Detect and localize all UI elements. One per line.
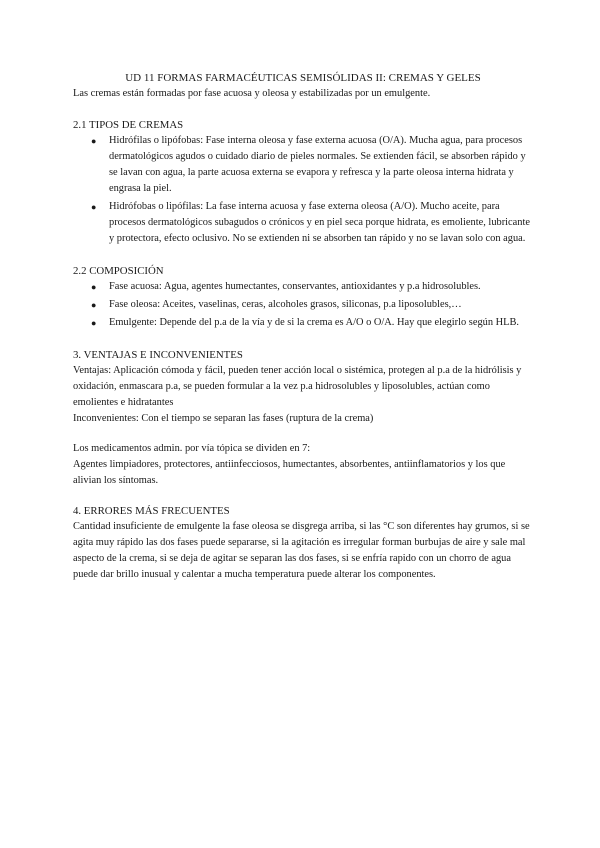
errores-paragraph: Cantidad insuficiente de emulgente la fase oleosa se disgrega arriba, si las °C son diferentes hay grumos, si se agita muy rápido las dos fases puede separarse, si la agitación es irregular forman burbujas de aire y sale mal aspecto de la crema, si se deja de agitar se separan las dos fases, si se enfría rapido con un chorro de agua puede dar brillo inusual y calentar a mucha temperatura puede alterar los componentes. (73, 521, 530, 580)
intro-paragraph: Las cremas están formadas por fase acuosa y oleosa y estabilizadas por un emulgente. (73, 88, 431, 99)
list-item-text: Fase acuosa: Agua, agentes humectantes, conservantes, antioxidantes y p.a hidrosolubles. (109, 281, 481, 292)
tipos-list (73, 133, 533, 247)
medicamentos-intro: Los medicamentos admin. por vía tópica se dividen en 7: (73, 443, 311, 454)
bullet-icon: ● (91, 300, 97, 310)
list-item-text: Fase oleosa: Aceites, vaselinas, ceras, alcoholes grasos, siliconas, p.a liposolubles,… (109, 299, 462, 310)
bullet-icon: ● (91, 318, 97, 328)
list-item (91, 133, 533, 197)
list-item (91, 199, 533, 247)
list-item (91, 297, 533, 313)
section-heading-composicion: 2.2 COMPOSICIÓN (73, 265, 164, 277)
ventajas-paragraph: Ventajas: Aplicación cómoda y fácil, pueden tener acción local o sistémica, protegen al p.a de la hidrólisis y oxidación, enmascara p.a, se pueden formular a la vez p.a hidrosolubles y liposolubles, actúan como emolientes e hidratantes (73, 365, 522, 408)
document-title: UD 11 FORMAS FARMACÉUTICAS SEMISÓLIDAS II: CREMAS Y GELES (125, 72, 481, 84)
section-heading-tipos: 2.1 TIPOS DE CREMAS (73, 119, 184, 131)
medicamentos-list: Agentes limpiadores, protectores, antiinfecciosos, humectantes, absorbentes, antiinflamatorios y los que alivian los síntomas. (73, 459, 506, 486)
list-item-text: Emulgente: Depende del p.a de la vía y de si la crema es A/O o O/A. Hay que elegirlo según HLB. (109, 317, 520, 328)
composicion-list (73, 279, 533, 331)
bullet-icon: ● (91, 202, 97, 212)
list-item (91, 279, 533, 295)
list-item (91, 315, 533, 331)
section-heading-errores: 4. ERRORES MÁS FRECUENTES (73, 505, 230, 517)
bullet-icon: ● (91, 136, 97, 146)
document-content (73, 70, 533, 583)
section-heading-ventajas: 3. VENTAJAS E INCONVENIENTES (73, 349, 243, 361)
inconvenientes-paragraph: Inconvenientes: Con el tiempo se separan las fases (ruptura de la crema) (73, 413, 374, 424)
list-item-text: Hidrófobas o lipófilas: La fase interna acuosa y fase externa oleosa (A/O). Mucho aceite, para procesos dermatológicos subagudos o crónicos y en piel seca porque hidrata, es emoliente, lubricante y protectora, efecto oclusivo. No se extienden ni se absorben tan rápido y no se lavan solo con agua. (109, 201, 530, 244)
bullet-icon: ● (91, 282, 97, 292)
list-item-text: Hidrófilas o lipófobas: Fase interna oleosa y fase externa acuosa (O/A). Mucha agua, para procesos dermatológicos agudos o cuidado diario de pieles normales. Se extienden fácil, se absorben rápido y se lavan con agua, la parte acuosa externa se evapora y refresca y la parte oleosa interna hidrata y engrasa la piel. (109, 135, 526, 194)
